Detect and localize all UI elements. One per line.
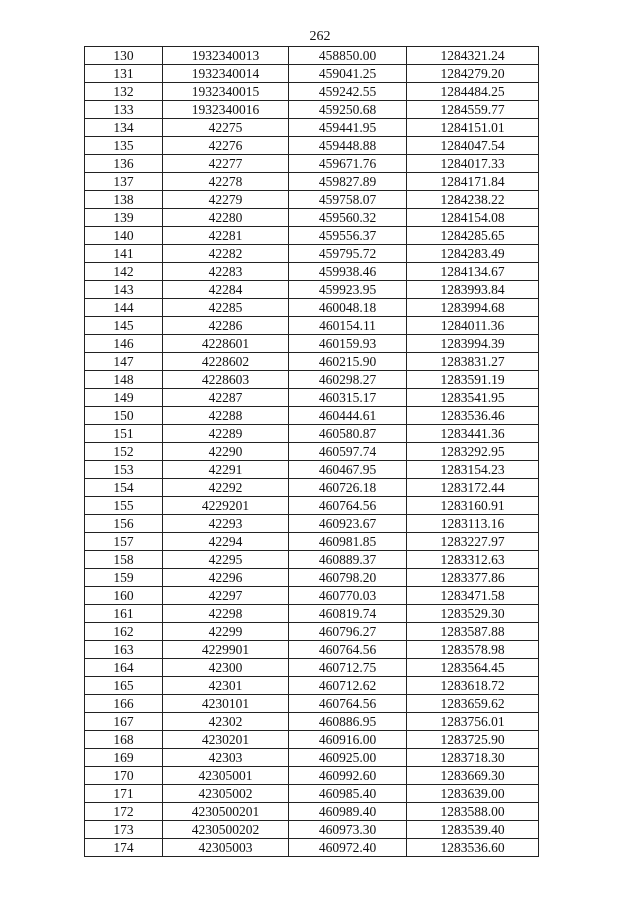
- point-code-cell: 42284: [163, 281, 289, 299]
- table-row: [85, 587, 539, 605]
- table-row: [85, 839, 539, 857]
- table-row: [85, 461, 539, 479]
- coordinates-table-container: [84, 46, 538, 857]
- row-index-cell: 131: [85, 65, 163, 83]
- row-index-cell: 150: [85, 407, 163, 425]
- x-coordinate-cell: 460985.40: [289, 785, 407, 803]
- x-coordinate-cell: 459560.32: [289, 209, 407, 227]
- point-code-cell: 1932340014: [163, 65, 289, 83]
- y-coordinate-cell: 1283292.95: [407, 443, 539, 461]
- x-coordinate-cell: 460916.00: [289, 731, 407, 749]
- x-coordinate-cell: 459671.76: [289, 155, 407, 173]
- point-code-cell: 4228603: [163, 371, 289, 389]
- point-code-cell: 42292: [163, 479, 289, 497]
- point-code-cell: 42290: [163, 443, 289, 461]
- point-code-cell: 4229901: [163, 641, 289, 659]
- table-row: [85, 407, 539, 425]
- y-coordinate-cell: 1283172.44: [407, 479, 539, 497]
- y-coordinate-cell: 1283160.91: [407, 497, 539, 515]
- y-coordinate-cell: 1283227.97: [407, 533, 539, 551]
- y-coordinate-cell: 1283994.39: [407, 335, 539, 353]
- table-row: [85, 137, 539, 155]
- x-coordinate-cell: 460159.93: [289, 335, 407, 353]
- table-row: [85, 281, 539, 299]
- y-coordinate-cell: 1284559.77: [407, 101, 539, 119]
- point-code-cell: 4230500201: [163, 803, 289, 821]
- y-coordinate-cell: 1284134.67: [407, 263, 539, 281]
- row-index-cell: 132: [85, 83, 163, 101]
- point-code-cell: 4230101: [163, 695, 289, 713]
- y-coordinate-cell: 1283541.95: [407, 389, 539, 407]
- table-row: [85, 479, 539, 497]
- point-code-cell: 42299: [163, 623, 289, 641]
- row-index-cell: 170: [85, 767, 163, 785]
- row-index-cell: 162: [85, 623, 163, 641]
- x-coordinate-cell: 459795.72: [289, 245, 407, 263]
- row-index-cell: 141: [85, 245, 163, 263]
- y-coordinate-cell: 1283539.40: [407, 821, 539, 839]
- row-index-cell: 163: [85, 641, 163, 659]
- x-coordinate-cell: 460048.18: [289, 299, 407, 317]
- point-code-cell: 42291: [163, 461, 289, 479]
- row-index-cell: 160: [85, 587, 163, 605]
- x-coordinate-cell: 460989.40: [289, 803, 407, 821]
- table-row: [85, 551, 539, 569]
- row-index-cell: 130: [85, 47, 163, 65]
- x-coordinate-cell: 460444.61: [289, 407, 407, 425]
- row-index-cell: 137: [85, 173, 163, 191]
- point-code-cell: 42293: [163, 515, 289, 533]
- point-code-cell: 42297: [163, 587, 289, 605]
- y-coordinate-cell: 1283725.90: [407, 731, 539, 749]
- y-coordinate-cell: 1283587.88: [407, 623, 539, 641]
- table-row: [85, 623, 539, 641]
- y-coordinate-cell: 1283618.72: [407, 677, 539, 695]
- row-index-cell: 138: [85, 191, 163, 209]
- table-row: [85, 605, 539, 623]
- x-coordinate-cell: 460923.67: [289, 515, 407, 533]
- row-index-cell: 136: [85, 155, 163, 173]
- row-index-cell: 152: [85, 443, 163, 461]
- y-coordinate-cell: 1284484.25: [407, 83, 539, 101]
- point-code-cell: 42288: [163, 407, 289, 425]
- point-code-cell: 42305002: [163, 785, 289, 803]
- y-coordinate-cell: 1284279.20: [407, 65, 539, 83]
- y-coordinate-cell: 1283529.30: [407, 605, 539, 623]
- x-coordinate-cell: 460154.11: [289, 317, 407, 335]
- x-coordinate-cell: 459827.89: [289, 173, 407, 191]
- table-row: [85, 353, 539, 371]
- y-coordinate-cell: 1283994.68: [407, 299, 539, 317]
- y-coordinate-cell: 1284285.65: [407, 227, 539, 245]
- table-row: [85, 821, 539, 839]
- x-coordinate-cell: 460925.00: [289, 749, 407, 767]
- y-coordinate-cell: 1283669.30: [407, 767, 539, 785]
- point-code-cell: 42285: [163, 299, 289, 317]
- table-row: [85, 425, 539, 443]
- table-row: [85, 767, 539, 785]
- row-index-cell: 140: [85, 227, 163, 245]
- table-row: [85, 191, 539, 209]
- table-row: [85, 209, 539, 227]
- point-code-cell: 1932340015: [163, 83, 289, 101]
- table-body: [85, 47, 539, 857]
- y-coordinate-cell: 1283564.45: [407, 659, 539, 677]
- x-coordinate-cell: 460315.17: [289, 389, 407, 407]
- table-row: [85, 227, 539, 245]
- point-code-cell: 42303: [163, 749, 289, 767]
- table-row: [85, 371, 539, 389]
- row-index-cell: 168: [85, 731, 163, 749]
- y-coordinate-cell: 1283639.00: [407, 785, 539, 803]
- table-row: [85, 83, 539, 101]
- x-coordinate-cell: 459923.95: [289, 281, 407, 299]
- point-code-cell: 42302: [163, 713, 289, 731]
- y-coordinate-cell: 1284154.08: [407, 209, 539, 227]
- table-row: [85, 47, 539, 65]
- point-code-cell: 42280: [163, 209, 289, 227]
- point-code-cell: 42294: [163, 533, 289, 551]
- y-coordinate-cell: 1284238.22: [407, 191, 539, 209]
- point-code-cell: 42289: [163, 425, 289, 443]
- x-coordinate-cell: 460770.03: [289, 587, 407, 605]
- y-coordinate-cell: 1283578.98: [407, 641, 539, 659]
- y-coordinate-cell: 1284321.24: [407, 47, 539, 65]
- row-index-cell: 148: [85, 371, 163, 389]
- y-coordinate-cell: 1283536.46: [407, 407, 539, 425]
- row-index-cell: 144: [85, 299, 163, 317]
- y-coordinate-cell: 1284011.36: [407, 317, 539, 335]
- y-coordinate-cell: 1283113.16: [407, 515, 539, 533]
- row-index-cell: 172: [85, 803, 163, 821]
- point-code-cell: 42301: [163, 677, 289, 695]
- row-index-cell: 151: [85, 425, 163, 443]
- table-row: [85, 515, 539, 533]
- x-coordinate-cell: 460886.95: [289, 713, 407, 731]
- y-coordinate-cell: 1283718.30: [407, 749, 539, 767]
- x-coordinate-cell: 459556.37: [289, 227, 407, 245]
- y-coordinate-cell: 1283993.84: [407, 281, 539, 299]
- table-row: [85, 569, 539, 587]
- row-index-cell: 146: [85, 335, 163, 353]
- point-code-cell: 42296: [163, 569, 289, 587]
- y-coordinate-cell: 1283536.60: [407, 839, 539, 857]
- row-index-cell: 155: [85, 497, 163, 515]
- table-row: [85, 443, 539, 461]
- row-index-cell: 173: [85, 821, 163, 839]
- y-coordinate-cell: 1283154.23: [407, 461, 539, 479]
- point-code-cell: 4230201: [163, 731, 289, 749]
- x-coordinate-cell: 460215.90: [289, 353, 407, 371]
- x-coordinate-cell: 459758.07: [289, 191, 407, 209]
- y-coordinate-cell: 1283441.36: [407, 425, 539, 443]
- row-index-cell: 169: [85, 749, 163, 767]
- table-row: [85, 497, 539, 515]
- table-row: [85, 803, 539, 821]
- point-code-cell: 42277: [163, 155, 289, 173]
- x-coordinate-cell: 459041.25: [289, 65, 407, 83]
- table-row: [85, 155, 539, 173]
- table-row: [85, 335, 539, 353]
- table-row: [85, 173, 539, 191]
- table-row: [85, 101, 539, 119]
- row-index-cell: 133: [85, 101, 163, 119]
- x-coordinate-cell: 460580.87: [289, 425, 407, 443]
- row-index-cell: 139: [85, 209, 163, 227]
- table-row: [85, 65, 539, 83]
- row-index-cell: 158: [85, 551, 163, 569]
- point-code-cell: 42281: [163, 227, 289, 245]
- x-coordinate-cell: 460992.60: [289, 767, 407, 785]
- coordinates-table: [84, 46, 539, 857]
- table-row: [85, 389, 539, 407]
- row-index-cell: 134: [85, 119, 163, 137]
- point-code-cell: 42275: [163, 119, 289, 137]
- row-index-cell: 145: [85, 317, 163, 335]
- table-row: [85, 119, 539, 137]
- point-code-cell: 42298: [163, 605, 289, 623]
- x-coordinate-cell: 460467.95: [289, 461, 407, 479]
- y-coordinate-cell: 1283471.58: [407, 587, 539, 605]
- point-code-cell: 42276: [163, 137, 289, 155]
- x-coordinate-cell: 460597.74: [289, 443, 407, 461]
- point-code-cell: 42278: [163, 173, 289, 191]
- row-index-cell: 165: [85, 677, 163, 695]
- table-row: [85, 659, 539, 677]
- row-index-cell: 159: [85, 569, 163, 587]
- x-coordinate-cell: 459938.46: [289, 263, 407, 281]
- x-coordinate-cell: 460764.56: [289, 641, 407, 659]
- row-index-cell: 171: [85, 785, 163, 803]
- point-code-cell: 1932340016: [163, 101, 289, 119]
- row-index-cell: 142: [85, 263, 163, 281]
- y-coordinate-cell: 1283377.86: [407, 569, 539, 587]
- table-row: [85, 263, 539, 281]
- table-row: [85, 317, 539, 335]
- x-coordinate-cell: 459448.88: [289, 137, 407, 155]
- x-coordinate-cell: 460798.20: [289, 569, 407, 587]
- row-index-cell: 156: [85, 515, 163, 533]
- table-row: [85, 299, 539, 317]
- point-code-cell: 42300: [163, 659, 289, 677]
- row-index-cell: 167: [85, 713, 163, 731]
- table-row: [85, 677, 539, 695]
- x-coordinate-cell: 459242.55: [289, 83, 407, 101]
- point-code-cell: 4228602: [163, 353, 289, 371]
- row-index-cell: 166: [85, 695, 163, 713]
- y-coordinate-cell: 1283588.00: [407, 803, 539, 821]
- point-code-cell: 42279: [163, 191, 289, 209]
- y-coordinate-cell: 1284171.84: [407, 173, 539, 191]
- x-coordinate-cell: 460972.40: [289, 839, 407, 857]
- table-row: [85, 695, 539, 713]
- y-coordinate-cell: 1283831.27: [407, 353, 539, 371]
- point-code-cell: 42305001: [163, 767, 289, 785]
- table-row: [85, 713, 539, 731]
- y-coordinate-cell: 1283312.63: [407, 551, 539, 569]
- point-code-cell: 42295: [163, 551, 289, 569]
- point-code-cell: 4229201: [163, 497, 289, 515]
- x-coordinate-cell: 458850.00: [289, 47, 407, 65]
- y-coordinate-cell: 1284283.49: [407, 245, 539, 263]
- table-row: [85, 641, 539, 659]
- point-code-cell: 42287: [163, 389, 289, 407]
- x-coordinate-cell: 459441.95: [289, 119, 407, 137]
- x-coordinate-cell: 460819.74: [289, 605, 407, 623]
- point-code-cell: 42305003: [163, 839, 289, 857]
- x-coordinate-cell: 460796.27: [289, 623, 407, 641]
- point-code-cell: 4228601: [163, 335, 289, 353]
- row-index-cell: 164: [85, 659, 163, 677]
- x-coordinate-cell: 459250.68: [289, 101, 407, 119]
- y-coordinate-cell: 1284151.01: [407, 119, 539, 137]
- row-index-cell: 153: [85, 461, 163, 479]
- table-row: [85, 245, 539, 263]
- y-coordinate-cell: 1283756.01: [407, 713, 539, 731]
- point-code-cell: 42286: [163, 317, 289, 335]
- point-code-cell: 42283: [163, 263, 289, 281]
- x-coordinate-cell: 460726.18: [289, 479, 407, 497]
- x-coordinate-cell: 460889.37: [289, 551, 407, 569]
- table-row: [85, 749, 539, 767]
- point-code-cell: 42282: [163, 245, 289, 263]
- y-coordinate-cell: 1284017.33: [407, 155, 539, 173]
- row-index-cell: 157: [85, 533, 163, 551]
- x-coordinate-cell: 460298.27: [289, 371, 407, 389]
- row-index-cell: 147: [85, 353, 163, 371]
- y-coordinate-cell: 1283591.19: [407, 371, 539, 389]
- row-index-cell: 154: [85, 479, 163, 497]
- page-number: 262: [309, 29, 331, 44]
- x-coordinate-cell: 460712.75: [289, 659, 407, 677]
- row-index-cell: 149: [85, 389, 163, 407]
- x-coordinate-cell: 460712.62: [289, 677, 407, 695]
- x-coordinate-cell: 460764.56: [289, 695, 407, 713]
- row-index-cell: 161: [85, 605, 163, 623]
- point-code-cell: 4230500202: [163, 821, 289, 839]
- x-coordinate-cell: 460981.85: [289, 533, 407, 551]
- table-row: [85, 533, 539, 551]
- row-index-cell: 143: [85, 281, 163, 299]
- y-coordinate-cell: 1284047.54: [407, 137, 539, 155]
- x-coordinate-cell: 460764.56: [289, 497, 407, 515]
- row-index-cell: 135: [85, 137, 163, 155]
- y-coordinate-cell: 1283659.62: [407, 695, 539, 713]
- point-code-cell: 1932340013: [163, 47, 289, 65]
- row-index-cell: 174: [85, 839, 163, 857]
- table-row: [85, 785, 539, 803]
- table-row: [85, 731, 539, 749]
- x-coordinate-cell: 460973.30: [289, 821, 407, 839]
